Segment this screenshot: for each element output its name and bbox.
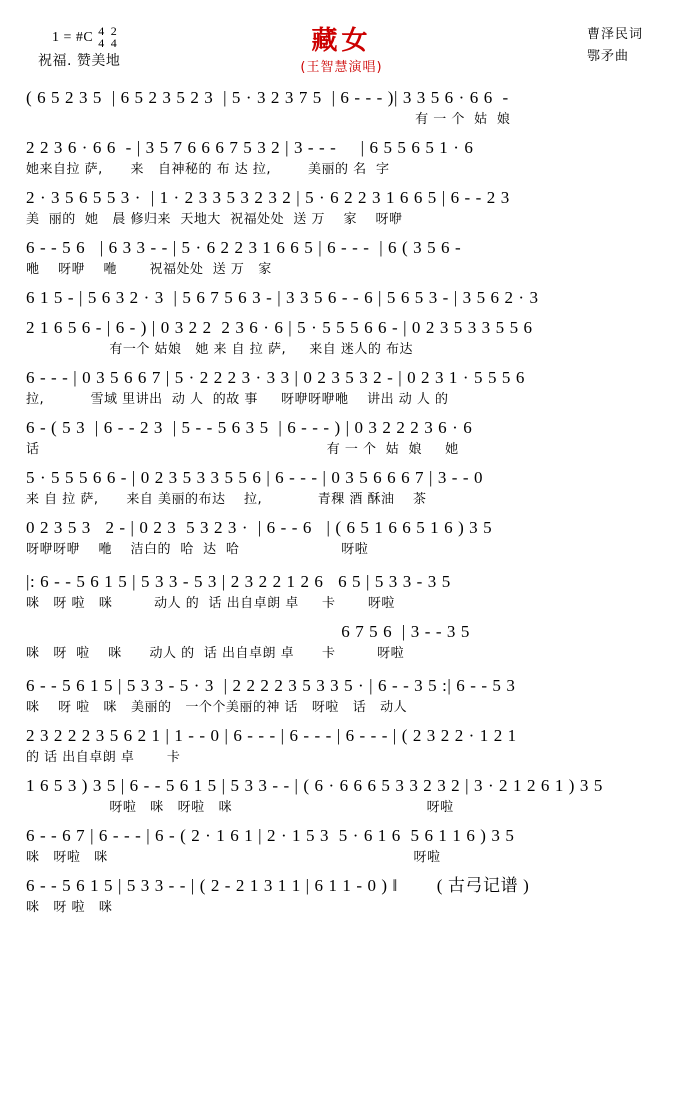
- notation-line: 1 6 5 3 ) 3 5 | 6 - - 5 6 1 5 | 5 3 3 - - | ( 6 · 6 6 6 5 3 3 2 3 2 | 3 · 2 1 2 6 1 ) 3 5: [26, 776, 603, 795]
- notation-line: 2 · 3 5 6 5 5 3 · | 1 · 2 3 3 5 3 2 3 2 | 5 · 6 2 2 3 1 6 6 5 | 6 - - 2 3: [26, 188, 510, 207]
- key-signature-text: 1 = #C: [52, 30, 94, 46]
- lyrics-line: 来 自 拉 萨, 来自 美丽的布达 拉, 青稞 酒 酥油 茶: [26, 492, 427, 507]
- system-row: [26, 316, 657, 360]
- notation-line: 6 - - 5 6 1 5 | 5 3 3 - 5 · 3 | 2 2 2 2 3 5 3 3 5 · | 6 - - 3 5 :| 6 - - 5 3: [26, 676, 516, 695]
- lyrics-line: 咪 呀 啦 咪: [26, 900, 113, 915]
- notation-line: 6 - - - | 0 3 5 6 6 7 | 5 · 2 2 2 3 · 3 3 | 0 2 3 5 3 2 - | 0 2 3 1 · 5 5 5 6: [26, 368, 525, 387]
- lyrics-line: 有一个 姑娘 她 来 自 拉 萨, 来自 迷人的 布达: [26, 342, 413, 357]
- lyrics-line: 咃 呀咿 咃 祝福处处 送 万 家: [26, 262, 272, 277]
- lyrics-line: 的 话 出自卓朗 卓 卡: [26, 750, 181, 765]
- lyrics-line: 咪 呀啦 咪 呀啦: [26, 850, 441, 865]
- lyrics-line: 咪 呀 啦 咪 动人 的 话 出自卓朗 卓 卡 呀啦: [26, 646, 405, 661]
- system-row: [26, 674, 657, 718]
- time-signature-2-bottom: 4: [110, 36, 118, 50]
- lyrics-line: 拉, 雪域 里讲出 动 人 的故 事 呀咿呀咿咃 讲出 动 人 的: [26, 392, 449, 407]
- notation-line: 6 - ( 5 3 | 6 - - 2 3 | 5 - - 5 6 3 5 | 6 - - - ) | 0 3 2 2 2 3 6 · 6: [26, 418, 473, 437]
- credits: [587, 24, 643, 68]
- notation-line: 2 3 2 2 2 3 5 6 2 1 | 1 - - 0 | 6 - - - | 6 - - - | 6 - - - | ( 2 3 2 2 · 1 2 1: [26, 726, 517, 745]
- system-row: [26, 570, 657, 614]
- notation-line: 6 7 5 6 | 3 - - 3 5: [26, 622, 470, 641]
- time-signature-1-bottom: 4: [98, 36, 105, 50]
- system-row: [26, 516, 657, 560]
- notation-line: 6 - - 5 6 1 5 | 5 3 3 - - | ( 2 - 2 1 3 1 1 | 6 1 1 - 0 ) ‖ ( 古弓记谱 ): [26, 876, 530, 895]
- notation-line: 2 2 3 6 · 6 6 - | 3 5 7 6 6 6 7 5 3 2 | 3 - - - | 6 5 5 6 5 1 · 6: [26, 138, 474, 157]
- lyrics-line: 她来自拉 萨, 来 自神秘的 布 达 拉, 美丽的 名 字: [26, 162, 390, 177]
- sheet-header: [0, 0, 683, 86]
- time-signature-2-top: 2: [110, 24, 118, 38]
- system-row: [26, 86, 657, 130]
- system-row: [26, 874, 657, 918]
- system-row: [26, 824, 657, 868]
- music-body: [0, 86, 683, 918]
- notation-line: 5 · 5 5 5 6 6 - | 0 2 3 5 3 3 5 5 6 | 6 - - - | 0 3 5 6 6 6 7 | 3 - - 0: [26, 468, 484, 487]
- lyrics-line: 咪 呀 啦 咪 动人 的 话 出自卓朗 卓 卡 呀啦: [26, 596, 395, 611]
- system-row: [26, 286, 657, 310]
- mood-marking: 祝福. 赞美地: [38, 53, 121, 69]
- notation-line: 6 - - 6 7 | 6 - - - | 6 - ( 2 · 1 6 1 | 2 · 1 5 3 5 · 6 1 6 5 6 1 1 6 ) 3 5: [26, 826, 515, 845]
- system-row: [26, 774, 657, 818]
- system-row: [26, 236, 657, 280]
- time-signature-1-top: 4: [98, 24, 105, 38]
- page-title: 藏女: [311, 26, 372, 56]
- notation-line: ( 6 5 2 3 5 | 6 5 2 3 5 2 3 | 5 · 3 2 3 7 5 | 6 - - - )| 3 3 5 6 · 6 6 -: [26, 88, 509, 107]
- lyrics-line: 话 有 一 个 姑 娘 她: [26, 442, 459, 457]
- notation-line: 6 - - 5 6 | 6 3 3 - - | 5 · 6 2 2 3 1 6 6 5 | 6 - - - | 6 ( 3 5 6 -: [26, 238, 462, 257]
- notation-line: 0 2 3 5 3 2 - | 0 2 3 5 3 2 3 · | 6 - - 6 | ( 6 5 1 6 6 5 1 6 ) 3 5: [26, 518, 493, 537]
- lyrics-line: 咪 呀 啦 咪 美丽的 一个个美丽的神 话 呀啦 话 动人: [26, 700, 408, 715]
- composer-credit: 鄂矛曲: [586, 49, 629, 64]
- lyrics-line: 呀咿呀咿 咃 洁白的 哈 达 哈 呀啦: [26, 542, 369, 557]
- lyrics-line: 呀啦 咪 呀啦 咪 呀啦: [26, 800, 454, 815]
- system-row: [26, 416, 657, 460]
- system-row: [26, 724, 657, 768]
- performer-subtitle: (王智慧演唱): [300, 60, 383, 75]
- system-row: [26, 466, 657, 510]
- lyrics-line: 有 一 个 姑 娘: [26, 112, 511, 127]
- notation-line: 2 1 6 5 6 - | 6 - ) | 0 3 2 2 2 3 6 · 6 | 5 · 5 5 5 6 6 - | 0 2 3 5 3 3 5 5 6: [26, 318, 533, 337]
- system-row: [26, 366, 657, 410]
- lyricist-credit: 曹泽民词: [586, 27, 643, 42]
- system-row: [26, 620, 657, 664]
- system-row: [26, 186, 657, 230]
- notation-line: |: 6 - - 5 6 1 5 | 5 3 3 - 5 3 | 2 3 2 2 1 2 6 6 5 | 5 3 3 - 3 5: [26, 572, 451, 591]
- system-row: [26, 136, 657, 180]
- notation-line: 6 1 5 - | 5 6 3 2 · 3 | 5 6 7 5 6 3 - | 3 3 5 6 - - 6 | 5 6 5 3 - | 3 5 6 2 · 3: [26, 288, 539, 307]
- lyrics-line: 美 丽的 她 晨 修归来 天地大 祝福处处 送 万 家 呀咿: [26, 212, 403, 227]
